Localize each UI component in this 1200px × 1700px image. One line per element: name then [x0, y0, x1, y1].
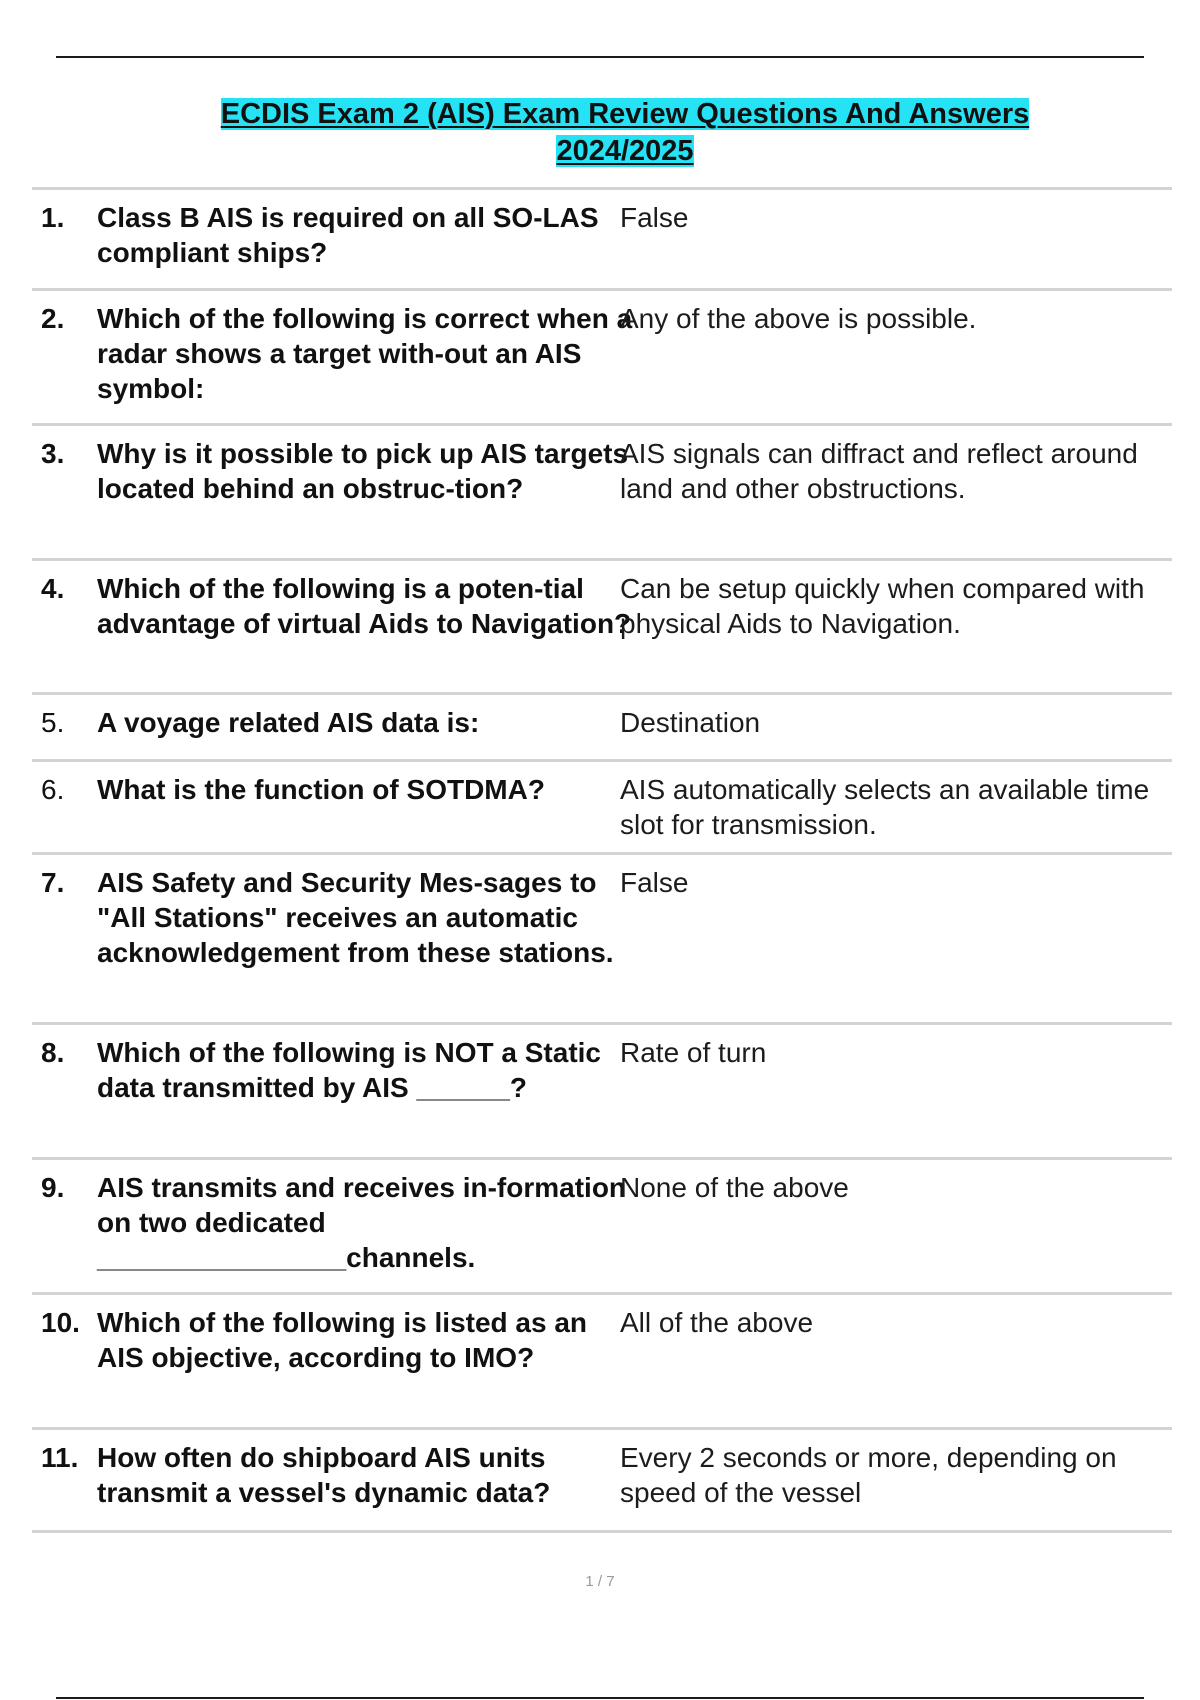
qa-row — [32, 423, 1172, 558]
question-number: 7. — [41, 867, 65, 898]
answer-text: None of the above — [620, 1172, 849, 1203]
answer-text: Every 2 seconds or more, depending on speed of the vessel — [620, 1442, 1117, 1508]
qa-row — [32, 558, 1172, 692]
question-text: Which of the following is listed as an AIS objective, according to IMO? — [97, 1307, 588, 1373]
qa-row — [32, 692, 1172, 759]
question-text: How often do shipboard AIS units transmit a vessel's dynamic data? — [97, 1442, 551, 1508]
qa-row — [32, 852, 1172, 1022]
answer-text: Destination — [620, 707, 761, 738]
question-text: Which of the following is a poten-tial advantage of virtual Aids to Navigation? — [97, 573, 632, 639]
question-number: 6. — [41, 774, 65, 805]
question-text: Which of the following is NOT a Static data transmitted by AIS ______? — [97, 1037, 601, 1103]
document-title — [0, 96, 1200, 170]
answer-text: All of the above — [620, 1307, 814, 1338]
question-text: AIS Safety and Security Mes-sages to "All Stations" receives an automatic acknowledgement from these stations. — [97, 867, 614, 968]
question-number: 4. — [41, 573, 65, 604]
title-line-1: ECDIS Exam 2 (AIS) Exam Review Questions And Answers — [220, 98, 1030, 130]
qa-row — [32, 288, 1172, 423]
qa-row — [32, 1157, 1172, 1292]
qa-table — [32, 187, 1172, 1533]
question-text: A voyage related AIS data is: — [97, 707, 480, 738]
question-number: 5. — [41, 707, 65, 738]
question-number: 10. — [41, 1307, 80, 1338]
answer-text: AIS automatically selects an available time slot for transmission. — [620, 774, 1150, 840]
question-text: Why is it possible to pick up AIS targets located behind an obstruc-tion? — [97, 438, 629, 504]
answer-text: Rate of turn — [620, 1037, 767, 1068]
question-text: What is the function of SOTDMA? — [97, 774, 545, 805]
question-text: AIS transmits and receives in-formation on two dedicated ________________channels. — [97, 1172, 627, 1273]
answer-text: False — [620, 202, 689, 233]
qa-row — [32, 1022, 1172, 1157]
question-number: 8. — [41, 1037, 65, 1068]
qa-row — [32, 187, 1172, 288]
question-number: 11. — [41, 1442, 79, 1473]
question-text: Which of the following is correct when a radar shows a target with-out an AIS symbol: — [97, 303, 633, 404]
page-number: 1 / 7 — [585, 1573, 615, 1590]
bottom-rule — [56, 1697, 1144, 1699]
answer-text: AIS signals can diffract and reflect around land and other obstructions. — [620, 438, 1138, 504]
answer-text: Any of the above is possible. — [620, 303, 977, 334]
qa-row — [32, 1427, 1172, 1533]
question-number: 1. — [41, 202, 65, 233]
answer-text: Can be setup quickly when compared with physical Aids to Navigation. — [620, 573, 1145, 639]
qa-row — [32, 759, 1172, 852]
qa-row — [32, 1292, 1172, 1427]
question-number: 2. — [41, 303, 65, 334]
question-number: 3. — [41, 438, 65, 469]
question-text: Class B AIS is required on all SO-LAS compliant ships? — [97, 202, 599, 268]
title-line-2: 2024/2025 — [556, 135, 694, 167]
answer-text: False — [620, 867, 689, 898]
question-number: 9. — [41, 1172, 65, 1203]
top-rule — [56, 56, 1144, 58]
